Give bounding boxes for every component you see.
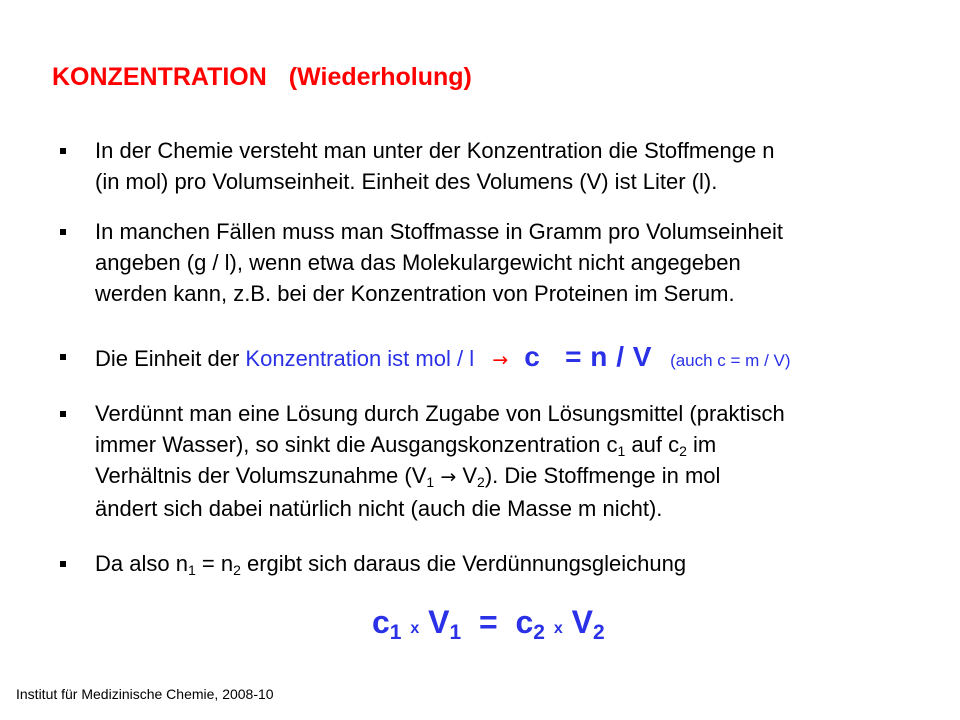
formula-c: c: [515, 604, 534, 640]
formula-v: V: [571, 604, 593, 640]
bullet-line: In manchen Fällen muss man Stoffmasse in Gramm pro Volumseinheit: [95, 219, 784, 244]
bullet-text: [95, 548, 945, 579]
bullet-line: In der Chemie versteht man unter der Konzentration die Stoffmenge n: [95, 138, 775, 163]
bullet-line: [95, 460, 945, 493]
bullet-line: werden kann, z.B. bei der Konzentration von Proteinen im Serum.: [95, 281, 735, 306]
line-part: ergibt sich daraus die Verdünnungsgleichung: [240, 551, 687, 576]
unit-prefix: Die Einheit der: [95, 346, 246, 371]
bullet-marker: [60, 148, 66, 154]
bullet-marker: [60, 229, 66, 235]
slide-title: [52, 57, 472, 97]
bullet-text: [95, 216, 945, 309]
line-part: Verhältnis der Volumszunahme (V: [95, 463, 427, 488]
subscript: 2: [592, 621, 605, 644]
bullet-marker: [60, 354, 66, 360]
dilution-formula: [372, 600, 605, 651]
bullet-line: angeben (g / l), wenn etwa das Molekulargewicht nicht angegeben: [95, 250, 741, 275]
equation-note: (auch c = m / V): [670, 351, 791, 370]
subscript: 1: [449, 621, 462, 644]
line-part: im: [686, 432, 717, 457]
arrow-right-icon: →: [440, 466, 457, 488]
line-part: immer Wasser), so sinkt die Ausgangskonzentration c: [95, 432, 618, 457]
formula-v: V: [428, 604, 450, 640]
bullet-line: [95, 429, 945, 460]
bullet-text: [95, 341, 945, 376]
subscript: 1: [187, 562, 196, 578]
formula-c: c: [372, 604, 390, 640]
subscript: 1: [617, 443, 626, 459]
line-part: ). Die Stoffmenge in mol: [484, 463, 721, 488]
bullet-line: ändert sich dabei natürlich nicht (auch die Masse m nicht).: [95, 496, 663, 521]
bullet-marker: [60, 561, 66, 567]
subscript: 1: [389, 621, 402, 644]
bullet-line: (in mol) pro Volumseinheit. Einheit des Volumens (V) ist Liter (l).: [95, 169, 718, 194]
subscript: 2: [233, 562, 241, 578]
bullet-text: [95, 135, 945, 197]
bullet-text: [95, 398, 945, 524]
footer-institution: Institut für Medizinische Chemie, 2008-10: [16, 686, 274, 702]
bullet-line: Verdünnt man eine Lösung durch Zugabe von Lösungsmittel (praktisch: [95, 401, 785, 426]
subscript: 1: [426, 474, 435, 490]
subscript: 2: [679, 443, 687, 459]
arrow-right-icon: →: [492, 349, 509, 371]
bullet-marker: [60, 411, 66, 417]
unit-highlight: Konzentration ist mol / l: [245, 346, 475, 371]
title-main: KONZENTRATION: [52, 63, 267, 91]
concentration-equation: c = n / V: [524, 341, 652, 372]
line-part: = n: [195, 551, 234, 576]
formula-equals: =: [478, 604, 498, 640]
title-sub: (Wiederholung): [288, 63, 472, 91]
formula-times: x: [553, 620, 563, 637]
line-part: auf c: [625, 432, 680, 457]
formula-times: x: [410, 620, 420, 637]
line-part: Da also n: [95, 551, 188, 576]
subscript: 2: [477, 474, 485, 490]
subscript: 2: [533, 621, 545, 644]
line-part: V: [456, 463, 478, 488]
